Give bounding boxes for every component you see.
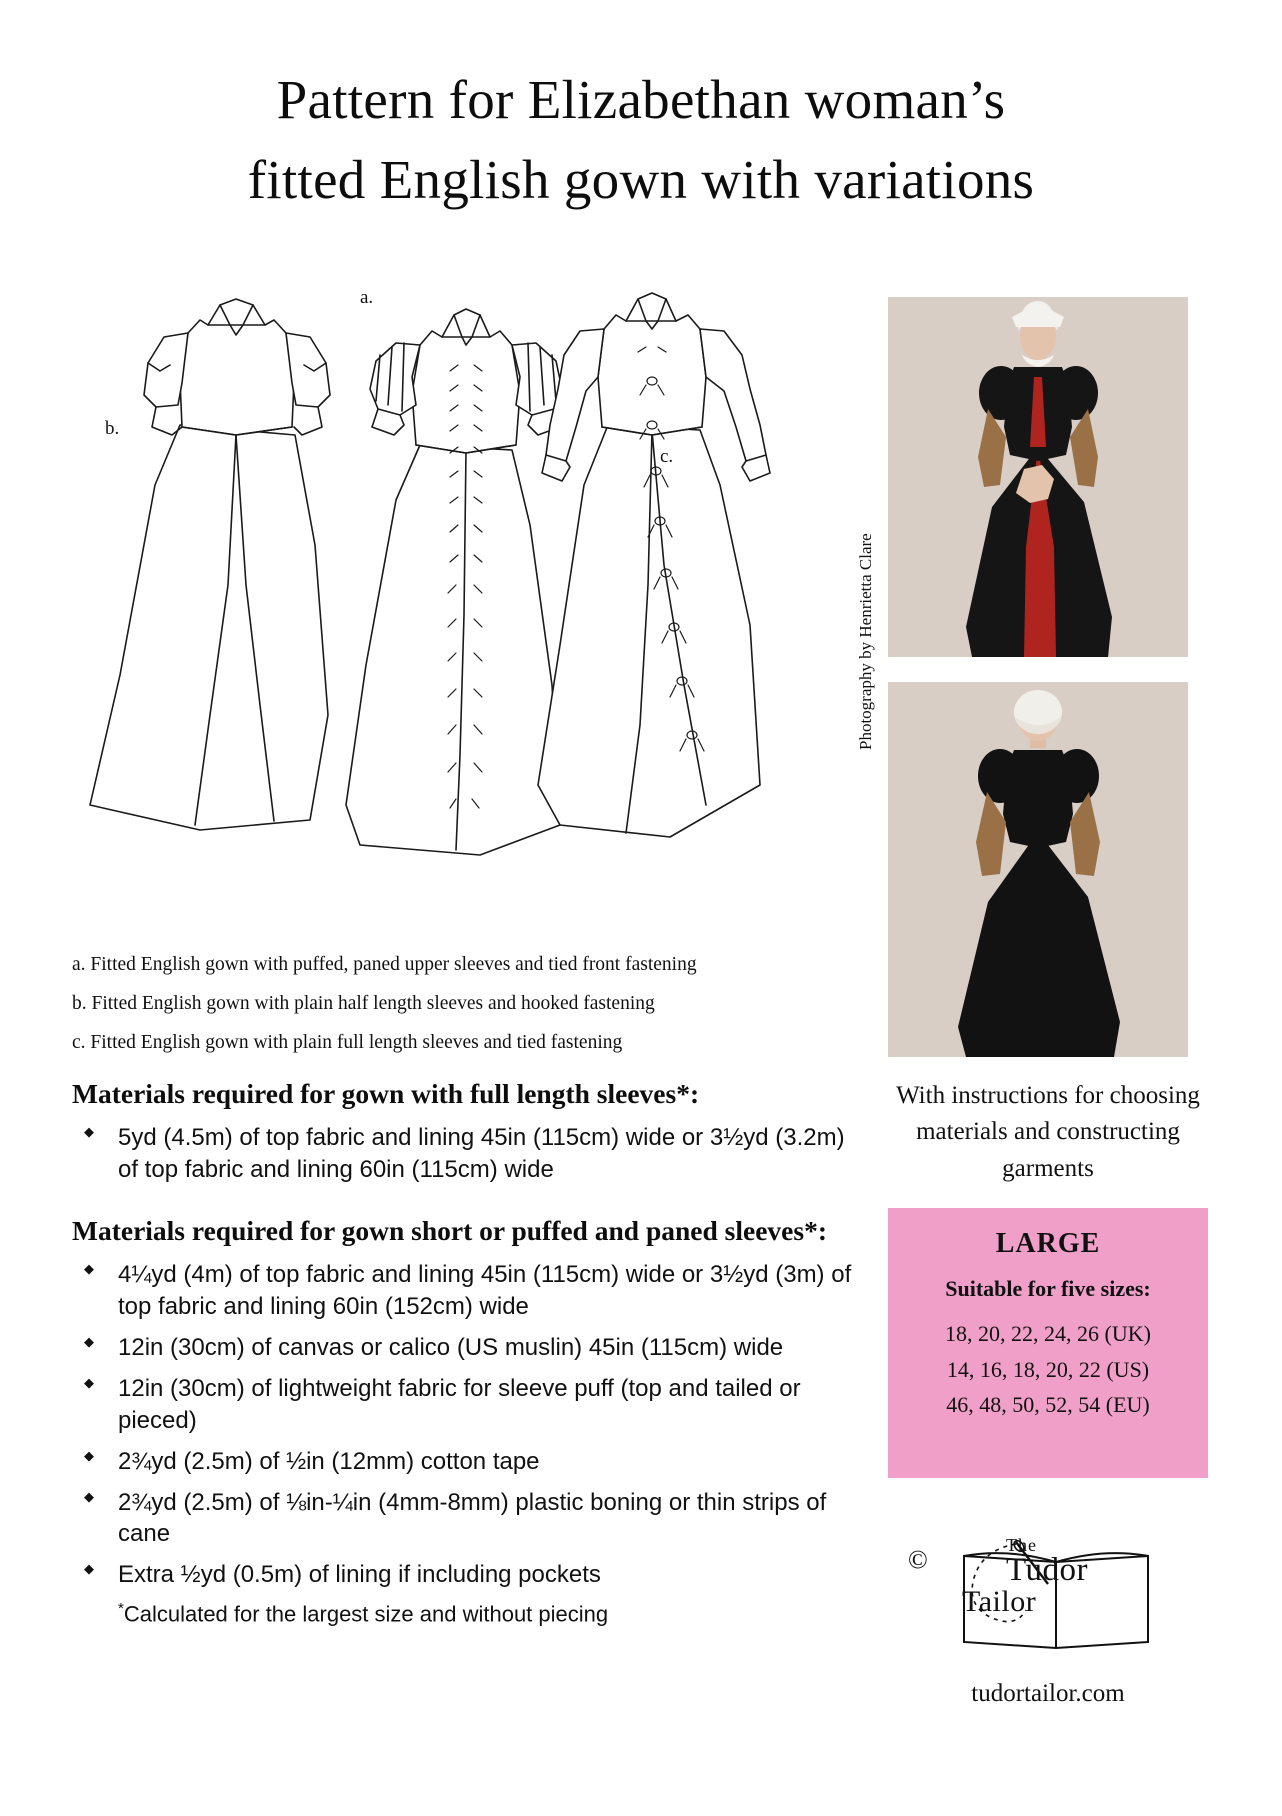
size-row-us: 14, 16, 18, 20, 22 (US)	[946, 1356, 1150, 1382]
logo-wordmark	[962, 1535, 1166, 1618]
page-title	[0, 60, 1282, 220]
figure-c-drawing	[538, 293, 770, 837]
website-url: tudortailor.com	[971, 1680, 1125, 1707]
figure-label-b: b.	[105, 418, 120, 439]
figure-b-drawing	[90, 299, 330, 830]
list-item: ◆ 12in (30cm) of lightweight fabric for sleeve puff (top and tailed or pieced)	[72, 1373, 862, 1437]
photo-model-front	[888, 297, 1188, 657]
list-item: ◆ 12in (30cm) of canvas or calico (US muslin) 45in (115cm) wide	[72, 1332, 862, 1364]
footnote-text: Calculated for the largest size and without piecing	[123, 1601, 609, 1627]
figure-captions	[72, 945, 832, 1062]
photography-credit: Photography by Henrietta Clare	[856, 533, 875, 750]
logo-line-tailor: Tailor	[962, 1585, 1037, 1618]
materials-list-full-sleeves	[72, 1122, 862, 1186]
figure-label-a: a.	[360, 287, 374, 308]
size-row-uk: 18, 20, 22, 24, 26 (UK)	[945, 1321, 1151, 1346]
footnote-asterisk: *	[118, 1600, 124, 1618]
list-item: ◆ 4¼yd (4m) of top fabric and lining 45in (115cm) wide or 3½yd (3m) of top fabric and lining 60in (152cm) wide	[72, 1259, 862, 1323]
size-row-eu: 46, 48, 50, 52, 54 (EU)	[946, 1392, 1150, 1418]
page-title-line-1: Pattern for Elizabethan woman’s	[276, 69, 1006, 130]
list-item: ◆ 2¾yd (2.5m) of ½in (12mm) cotton tape	[72, 1446, 862, 1478]
copyright-icon: ©	[908, 1545, 928, 1574]
figure-a-drawing	[346, 309, 562, 855]
gown-line-drawings	[60, 285, 850, 925]
caption-c: c. Fitted English gown with plain full length sleeves and tied fastening	[72, 1032, 623, 1053]
caption-b: b. Fitted English gown with plain half length sleeves and hooked fastening	[72, 993, 655, 1014]
figure-label-c: c.	[660, 446, 674, 467]
size-subtitle: Suitable for five sizes:	[945, 1276, 1151, 1301]
materials-footnote	[118, 1600, 862, 1627]
instructions-note: With instructions for choosing materials and constructing garments	[896, 1082, 1200, 1182]
photo-model-back	[888, 682, 1188, 1057]
brand-logo	[888, 1510, 1208, 1770]
caption-a: a. Fitted English gown with puffed, paned upper sleeves and tied front fastening	[72, 954, 697, 975]
materials-heading-full-sleeves: Materials required for gown with full length sleeves*:	[72, 1078, 700, 1109]
size-information-box	[888, 1208, 1208, 1478]
page-title-line-2: fitted English gown with variations	[247, 148, 1035, 210]
logo-line-the: The	[1006, 1535, 1037, 1555]
materials-heading-short-sleeves: Materials required for gown short or puffed and paned sleeves*:	[72, 1214, 827, 1246]
logo-line-tudor: Tudor	[1006, 1552, 1088, 1588]
list-item: ◆ 5yd (4.5m) of top fabric and lining 45in (115cm) wide or 3½yd (3.2m) of top fabric and lining 60in (115cm) wide	[72, 1122, 862, 1186]
materials-list-short-sleeves	[72, 1259, 862, 1591]
size-label: LARGE	[995, 1228, 1101, 1259]
materials-section	[72, 1075, 862, 1628]
list-item: ◆ 2¾yd (2.5m) of ⅛in-¼in (4mm-8mm) plastic boning or thin strips of cane	[72, 1487, 862, 1551]
list-item: ◆ Extra ½yd (0.5m) of lining if including pockets	[72, 1559, 862, 1591]
gown-illustrations	[60, 285, 850, 925]
